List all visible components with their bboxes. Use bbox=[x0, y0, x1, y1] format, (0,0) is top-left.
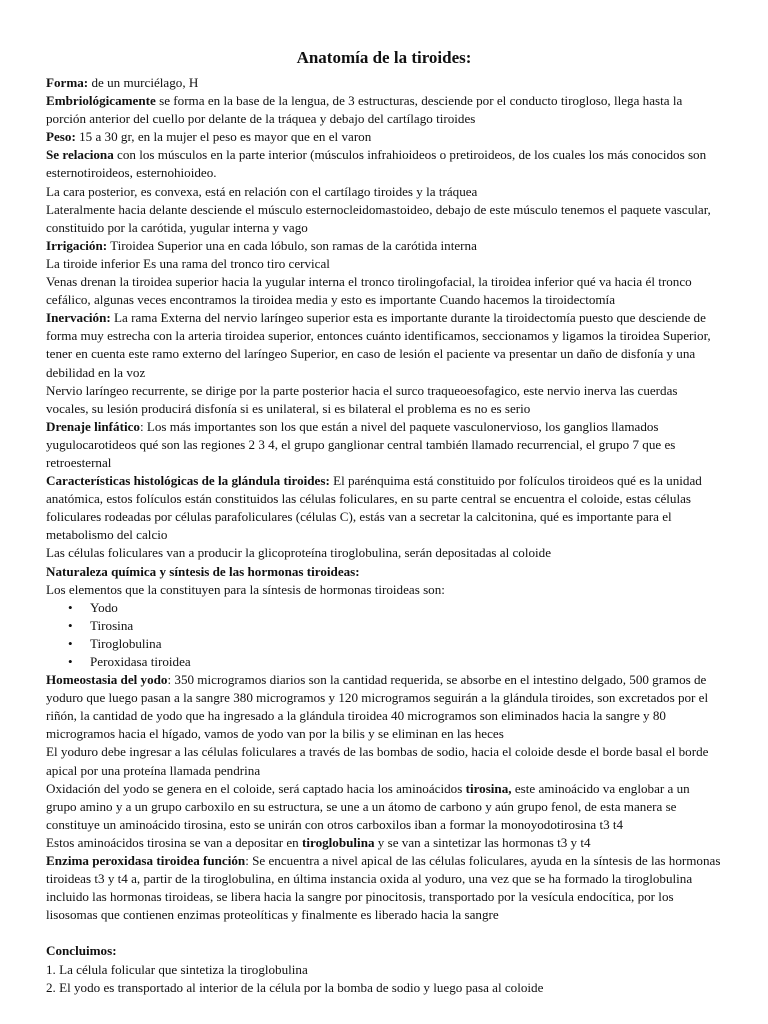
text-forma: de un murciélago, H bbox=[88, 75, 199, 90]
text-oxidacion-bold: tirosina, bbox=[465, 780, 512, 796]
paragraph-lateralmente: Lateralmente hacia delante desciende el músculo esternocleidomastoideo, debajo de este músculo tenemos el paquete vascular, constituido por la carótida, yugular interna y vago bbox=[46, 201, 711, 235]
text-estos-post: y se van a sintetizar las hormonas t3 y t4 bbox=[374, 834, 591, 850]
heading-naturaleza bbox=[46, 563, 722, 581]
text-histologia: El parénquima está constituido por folículos tiroideos qué es la unidad anatómica, estos folículos están constituidos las células foliculares, en su parte central se encuentra el coloide, estas células foliculares rodeadas por células parafoliculares (células C), estás van a secretar la calcitonina, qué es importante para el metabolismo del calcio bbox=[46, 473, 702, 543]
paragraph-embriologia bbox=[46, 92, 722, 128]
text-homeostasia: : 350 microgramos diarios son la cantidad requerida, se absorbe en el intestino delgado, 500 gramos de yoduro que luego pasan a la sangre 380 microgramos y 120 microgramos seguirán a la glándula tiroides, son excretados por el riñón, la cantidad de yodo que ha ingresado a la glándula tiroidea 40 microgramos son eliminados hacia la sangre y 80 microgramos hacia el hígado, vamos de yodo van por la bilis y se eliminan en las heces bbox=[46, 672, 709, 742]
elements-list bbox=[46, 599, 722, 671]
label-forma: Forma: bbox=[46, 75, 89, 90]
paragraph-drenaje bbox=[46, 418, 722, 472]
list-item-yodo: • Yodo bbox=[90, 599, 722, 617]
label-concluimos: Concluimos: bbox=[46, 943, 117, 959]
list-item-tiroglobulina: • Tiroglobulina bbox=[90, 635, 722, 653]
paragraph-nervio-recurrente: Nervio laríngeo recurrente, se dirige por la parte posterior hacia el surco traqueoesofagico, este nervio inerva las cuerdas vocales, su lesión producirá disfonía si es unilateral, si es bilateral el problema es no es serio bbox=[46, 382, 678, 416]
paragraph-irrigacion bbox=[46, 237, 722, 255]
label-homeostasia: Homeostasia del yodo bbox=[46, 672, 168, 688]
paragraph-oxidacion bbox=[46, 780, 722, 834]
text-relaciona: con los músculos en la parte interior (músculos infrahioideos o pretiroideos, de los cuales los más conocidos son esternotiroideos, esternohioideo. bbox=[46, 147, 707, 181]
paragraph-peso bbox=[46, 128, 722, 146]
paragraph-forma bbox=[46, 74, 722, 92]
text-enzima: : Se encuentra a nivel apical de las células foliculares, ayuda en la síntesis de las hormonas tiroideas t3 y t4 a, partir de la tiroglobulina, en última instancia oxida al yoduro, una vez que se ha formado la tiroglobulina incluido las hormonas tiroideas, se libera hacia la sangre por pinocitosis, transportado por la vesícula endocítica, por los lisosomas que contienen enzimas proteolíticas y finalmente es liberado hacia la sangre bbox=[46, 853, 721, 923]
label-enzima: Enzima peroxidasa tiroidea función bbox=[46, 853, 246, 869]
text-peso: 15 a 30 gr, en la mujer el peso es mayor que en el varon bbox=[75, 129, 372, 145]
text-irrigacion: Tiroidea Superior una en cada lóbulo, son ramas de la carótida interna bbox=[107, 237, 477, 253]
label-drenaje: Drenaje linfático bbox=[46, 418, 140, 434]
text-estos-pre: Estos aminoácidos tirosina se van a depositar en bbox=[46, 834, 302, 850]
text-embriologia: se forma en la base de la lengua, de 3 estructuras, desciende por el conducto tirogloso, llega hasta la porción anterior del cuello por delante de la tráquea y debajo del cartílago tiroides bbox=[46, 93, 683, 127]
list-item-tirosina: • Tirosina bbox=[90, 617, 722, 635]
paragraph-cara-posterior: La cara posterior, es convexa, está en relación con el cartílago tiroides y la tráquea bbox=[46, 183, 478, 199]
label-relaciona: Se relaciona bbox=[46, 147, 114, 163]
paragraph-celulas-foliculares: Las células foliculares van a producir la glicoproteína tiroglobulina, serán depositadas al coloide bbox=[46, 545, 552, 561]
spacer bbox=[46, 924, 722, 942]
paragraph-relaciona bbox=[46, 146, 722, 182]
document-body bbox=[46, 74, 722, 997]
paragraph-histologia bbox=[46, 472, 722, 544]
paragraph-tiroide-inferior: La tiroide inferior Es una rama del tronco tiro cervical bbox=[46, 255, 330, 271]
text-oxidacion-post: este aminoácido va englobar a un grupo amino y a un grupo carboxilo en su estructura, se une a un átomo de carbono y aún grupo fenol, de esta manera se constituye un aminoácido tirosina, esto se unirán con otros carboxilos iban a formar la monoyodotirosina t3 t4 bbox=[46, 780, 690, 832]
page-title: Anatomía de la tiroides: bbox=[296, 48, 472, 67]
text-estos-bold: tiroglobulina bbox=[302, 834, 375, 850]
label-irrigacion: Irrigación: bbox=[46, 237, 108, 253]
label-histologia: Características histológicas de la glándula tiroides: bbox=[46, 473, 330, 489]
label-inervacion: Inervación: bbox=[46, 310, 111, 326]
label-embriologia: Embriológicamente bbox=[46, 93, 156, 109]
text-inervacion: La rama Externa del nervio laríngeo superior esta es importante durante la tiroidectomía puesto que desciende de forma muy estrecha con la arteria tiroidea superior, entonces cuánto identificamos, seccionamos y ligamos la tiroidea Superior, tener en cuenta este ramo externo del laríngeo Superior, en caso de lesión el paciente va presentar un daño de disfonía y una debilidad en la voz bbox=[46, 310, 711, 380]
paragraph-venas: Venas drenan la tiroidea superior hacia la yugular interna el tronco tirolingofacial, la tiroidea inferior qué va hacia él tronco cefálico, algunas veces encontramos la tiroidea media y esto es importante Cuando hacemos la tiroidectomía bbox=[46, 274, 692, 308]
label-peso: Peso: bbox=[46, 129, 76, 145]
paragraph-elementos: Los elementos que la constituyen para la síntesis de hormonas tiroideas son: bbox=[46, 581, 445, 597]
paragraph-enzima bbox=[46, 852, 722, 924]
label-naturaleza: Naturaleza química y síntesis de las hormonas tiroideas: bbox=[46, 563, 360, 579]
text-drenaje: : Los más importantes son los que están a nivel del paquete vasculonervioso, los ganglios llamados yugulocarotideos qué son las regiones 2 3 4, el grupo ganglionar central también llamado recurrencial, el grupo 7 que es retroesternal bbox=[46, 418, 676, 470]
conclusion-item-2: 2. El yodo es transportado al interior de la célula por la bomba de sodio y luego pasa al coloide bbox=[46, 979, 544, 995]
paragraph-estos-aminoacidos bbox=[46, 834, 722, 852]
list-item-peroxidasa: • Peroxidasa tiroidea bbox=[90, 653, 722, 671]
text-oxidacion-pre: Oxidación del yodo se genera en el coloide, será captado hacia los aminoácidos bbox=[46, 780, 466, 796]
paragraph-yoduro: El yoduro debe ingresar a las células foliculares a través de las bombas de sodio, hacia el coloide desde el borde basal el borde apical por una proteína llamada pendrina bbox=[46, 744, 709, 778]
heading-concluimos bbox=[46, 942, 722, 960]
paragraph-inervacion bbox=[46, 309, 722, 381]
paragraph-homeostasia bbox=[46, 671, 722, 743]
conclusion-item-1: 1. La célula folicular que sintetiza la tiroglobulina bbox=[46, 961, 308, 977]
